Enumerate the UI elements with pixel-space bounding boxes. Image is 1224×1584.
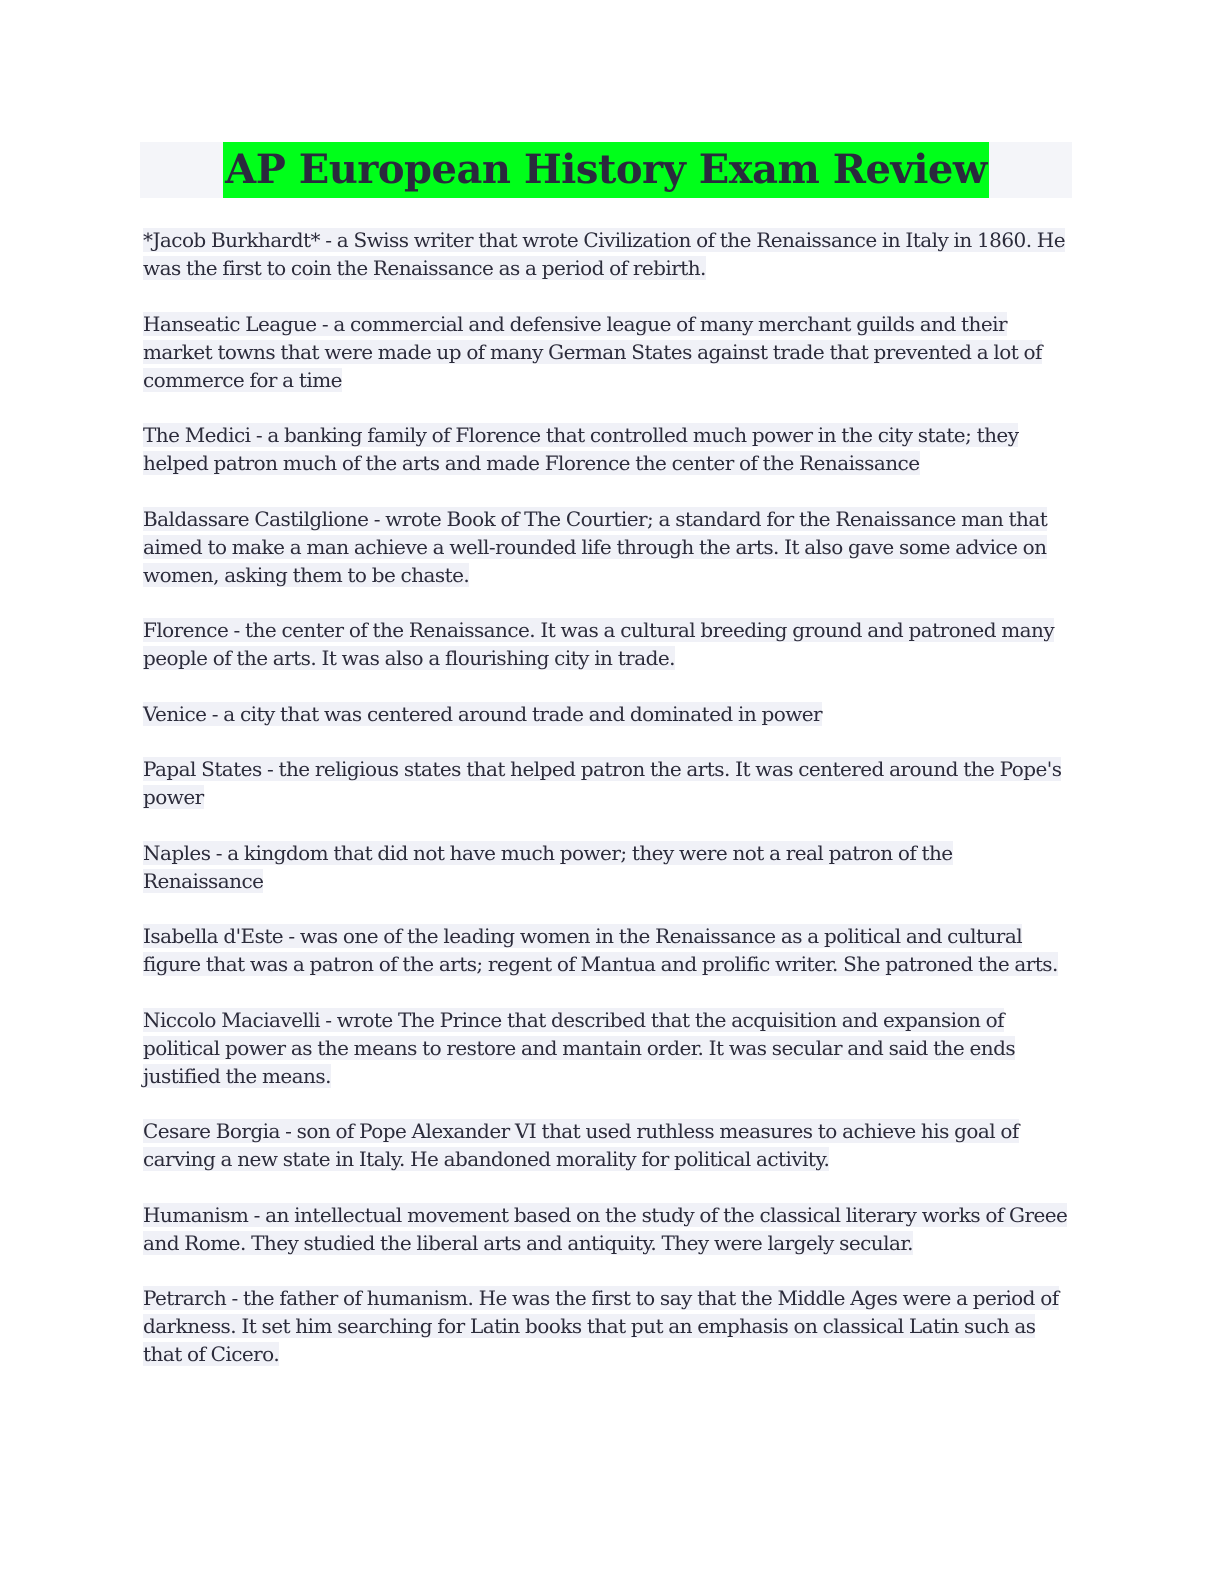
entry-text: Niccolo Maciavelli - wrote The Prince that described that the acquisition and expansion of political power as the means to restore and mantain order. It was secular and said the ends justified the means. xyxy=(143,1007,1016,1088)
review-entries xyxy=(143,226,1078,1396)
entry-niccolo-machiavelli xyxy=(143,1006,1078,1090)
entry-text: Petrarch - the father of humanism. He was the first to say that the Middle Ages were a period of darkness. It set him searching for Latin books that put an emphasis on classical Latin such as that of Cicero. xyxy=(143,1286,1059,1366)
entry-papal-states xyxy=(143,755,1078,811)
entry-petrarch xyxy=(143,1284,1078,1368)
title-band xyxy=(140,142,1072,198)
entry-text: Naples - a kingdom that did not have much power; they were not a real patron of the Renaissance xyxy=(143,840,953,893)
entry-venice xyxy=(143,700,1078,728)
entry-naples xyxy=(143,839,1078,895)
entry-text: *Jacob Burkhardt* - a Swiss writer that wrote Civilization of the Renaissance in Italy in 1860. He was the first to coin the Renaissance as a period of rebirth. xyxy=(143,228,1065,280)
page-title: AP European History Exam Review xyxy=(223,142,989,198)
entry-text: Hanseatic League - a commercial and defensive league of many merchant guilds and their market towns that were made up of many German States against trade that prevented a lot of commerce for a time xyxy=(143,311,1042,392)
entry-text: Baldassare Castilglione - wrote Book of The Courtier; a standard for the Renaissance man that aimed to make a man achieve a well-rounded life through the arts. It also gave some advice on women, asking them to be chaste. xyxy=(143,506,1048,587)
entry-the-medici xyxy=(143,421,1078,477)
entry-text: Cesare Borgia - son of Pope Alexander VI that used ruthless measures to achieve his goal of carving a new state in Italy. He abandoned morality for political activity. xyxy=(143,1119,1019,1171)
entry-text: Papal States - the religious states that helped patron the arts. It was centered around the Pope's power xyxy=(143,757,1062,809)
entry-text: Venice - a city that was centered around trade and dominated in power xyxy=(143,701,823,726)
entry-text: The Medici - a banking family of Florence that controlled much power in the city state; they helped patron much of the arts and made Florence the center of the Renaissance xyxy=(143,423,1019,475)
entry-isabella-deste xyxy=(143,922,1078,978)
entry-text: Florence - the center of the Renaissance. It was a cultural breeding ground and patroned many people of the arts. It was also a flourishing city in trade. xyxy=(143,618,1055,670)
entry-humanism xyxy=(143,1201,1078,1257)
entry-hanseatic-league xyxy=(143,310,1078,394)
entry-florence xyxy=(143,616,1078,672)
entry-jacob-burkhardt xyxy=(143,226,1078,282)
entry-baldassare-castiglione xyxy=(143,505,1078,589)
entry-text: Humanism - an intellectual movement based on the study of the classical literary works of Greee and Rome. They studied the liberal arts and antiquity. They were largely secular. xyxy=(143,1202,1068,1255)
entry-text: Isabella d'Este - was one of the leading women in the Renaissance as a political and cultural figure that was a patron of the arts; regent of Mantua and prolific writer. She patroned the arts. xyxy=(143,924,1058,976)
entry-cesare-borgia xyxy=(143,1117,1078,1173)
